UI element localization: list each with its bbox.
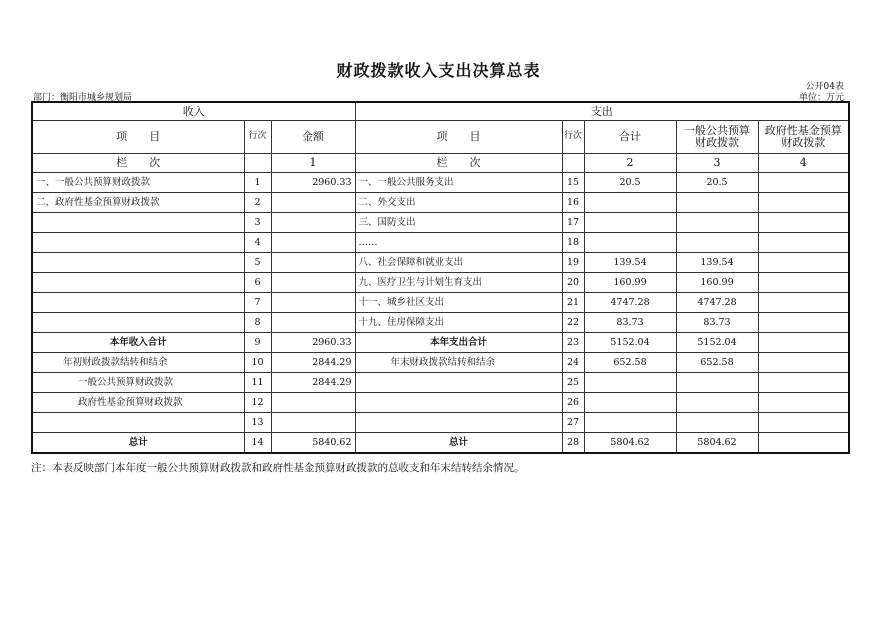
expense-item: 八、社会保障和就业支出 — [355, 253, 562, 273]
expense-total: 5152.04 — [584, 333, 676, 353]
income-item — [32, 273, 244, 293]
expense-item: …… — [355, 233, 562, 253]
income-section-header: 收入 — [32, 102, 355, 121]
income-line-no: 7 — [244, 293, 271, 313]
expense-gov-fund — [758, 373, 849, 393]
income-item: 二、政府性基金预算财政拨款 — [32, 193, 244, 213]
income-line-no: 3 — [244, 213, 271, 233]
table-row — [32, 313, 849, 333]
table-row — [32, 213, 849, 233]
income-item — [32, 253, 244, 273]
expense-item: 年末财政拨款结转和结余 — [355, 353, 562, 373]
department-label: 部门：衡阳市城乡规划局 — [33, 93, 133, 103]
table-row — [32, 353, 849, 373]
expense-line-no: 16 — [562, 193, 584, 213]
expense-general-budget — [676, 213, 758, 233]
expense-item: 二、外交支出 — [355, 193, 562, 213]
table-row — [32, 413, 849, 433]
income-amount-header: 金额 — [271, 121, 355, 154]
expense-general-budget: 160.99 — [676, 273, 758, 293]
column-number-4: 4 — [758, 154, 849, 173]
income-amount — [271, 193, 355, 213]
expense-gov-fund — [758, 293, 849, 313]
expense-total — [584, 233, 676, 253]
expense-general-budget — [676, 193, 758, 213]
income-lineno-header: 行次 — [244, 121, 271, 154]
table-row — [32, 433, 849, 454]
income-amount: 2960.33 — [271, 173, 355, 193]
income-amount — [271, 313, 355, 333]
table-row — [32, 333, 849, 353]
expense-item: 九、医疗卫生与计划生育支出 — [355, 273, 562, 293]
expense-total: 139.54 — [584, 253, 676, 273]
expense-line-no: 26 — [562, 393, 584, 413]
income-line-no: 4 — [244, 233, 271, 253]
expense-item — [355, 393, 562, 413]
expense-total: 160.99 — [584, 273, 676, 293]
expense-gov-fund — [758, 173, 849, 193]
income-item: 一、一般公共预算财政拨款 — [32, 173, 244, 193]
expense-line-no: 17 — [562, 213, 584, 233]
expense-general-budget: 139.54 — [676, 253, 758, 273]
expense-lineno-header: 行次 — [562, 121, 584, 154]
table-row — [32, 253, 849, 273]
expense-total: 4747.28 — [584, 293, 676, 313]
expense-total — [584, 413, 676, 433]
expense-item — [355, 413, 562, 433]
income-item — [32, 413, 244, 433]
expense-general-budget — [676, 413, 758, 433]
expense-general-budget: 5152.04 — [676, 333, 758, 353]
expense-item: 三、国防支出 — [355, 213, 562, 233]
expense-column-label: 栏 次 — [355, 154, 562, 173]
expense-total — [584, 213, 676, 233]
column-number-3: 3 — [676, 154, 758, 173]
expense-general-budget — [676, 233, 758, 253]
table-row — [32, 173, 849, 193]
expense-total — [584, 373, 676, 393]
expense-section-header: 支出 — [355, 102, 849, 121]
table-row — [32, 393, 849, 413]
expense-total — [584, 393, 676, 413]
income-line-no: 12 — [244, 393, 271, 413]
expense-general-budget: 83.73 — [676, 313, 758, 333]
expense-total: 20.5 — [584, 173, 676, 193]
expense-line-no: 19 — [562, 253, 584, 273]
column-number-2: 2 — [584, 154, 676, 173]
expense-item — [355, 373, 562, 393]
table-row — [32, 193, 849, 213]
expense-total — [584, 193, 676, 213]
income-amount: 2844.29 — [271, 373, 355, 393]
expense-line-no: 18 — [562, 233, 584, 253]
table-row — [32, 293, 849, 313]
expense-general-budget — [676, 393, 758, 413]
expense-item: 总计 — [355, 433, 562, 454]
page-title: 财政拨款收入支出决算总表 — [336, 61, 541, 80]
empty-cell — [562, 154, 584, 173]
income-item-header: 项 目 — [32, 121, 244, 154]
income-amount — [271, 273, 355, 293]
income-amount — [271, 293, 355, 313]
income-amount — [271, 393, 355, 413]
general-budget-header: 一般公共预算财政拨款 — [676, 121, 758, 154]
expense-line-no: 15 — [562, 173, 584, 193]
fiscal-summary-table — [31, 101, 850, 454]
table-row — [32, 273, 849, 293]
income-line-no: 6 — [244, 273, 271, 293]
income-amount: 5840.62 — [271, 433, 355, 454]
expense-item: 十九、住房保障支出 — [355, 313, 562, 333]
income-item — [32, 233, 244, 253]
income-line-no: 1 — [244, 173, 271, 193]
expense-total: 5804.62 — [584, 433, 676, 454]
income-line-no: 14 — [244, 433, 271, 454]
column-number-1: 1 — [271, 154, 355, 173]
expense-item: 本年支出合计 — [355, 333, 562, 353]
expense-line-no: 27 — [562, 413, 584, 433]
gov-fund-header: 政府性基金预算财政拨款 — [758, 121, 849, 154]
expense-general-budget — [676, 373, 758, 393]
expense-gov-fund — [758, 273, 849, 293]
income-item — [32, 313, 244, 333]
income-item: 总计 — [32, 433, 244, 454]
income-item — [32, 213, 244, 233]
footnote: 注：本表反映部门本年度一般公共预算财政拨款和政府性基金预算财政拨款的总收支和年末结转结余情况。 — [31, 462, 525, 474]
income-line-no: 2 — [244, 193, 271, 213]
income-line-no: 9 — [244, 333, 271, 353]
expense-general-budget: 20.5 — [676, 173, 758, 193]
form-number: 公开04表 — [805, 82, 844, 92]
expense-general-budget: 4747.28 — [676, 293, 758, 313]
expense-line-no: 28 — [562, 433, 584, 454]
expense-total: 83.73 — [584, 313, 676, 333]
income-amount — [271, 233, 355, 253]
expense-gov-fund — [758, 193, 849, 213]
expense-item: 一、一般公共服务支出 — [355, 173, 562, 193]
income-item: 一般公共预算财政拨款 — [32, 373, 244, 393]
unit-label: 单位：万元 — [798, 93, 844, 103]
expense-gov-fund — [758, 413, 849, 433]
expense-gov-fund — [758, 313, 849, 333]
income-amount — [271, 253, 355, 273]
income-amount — [271, 413, 355, 433]
income-line-no: 13 — [244, 413, 271, 433]
income-line-no: 5 — [244, 253, 271, 273]
income-line-no: 10 — [244, 353, 271, 373]
expense-total-header: 合计 — [584, 121, 676, 154]
expense-gov-fund — [758, 353, 849, 373]
income-item: 政府性基金预算财政拨款 — [32, 393, 244, 413]
expense-line-no: 24 — [562, 353, 584, 373]
expense-general-budget: 652.58 — [676, 353, 758, 373]
expense-gov-fund — [758, 393, 849, 413]
empty-cell — [244, 154, 271, 173]
expense-general-budget: 5804.62 — [676, 433, 758, 454]
expense-line-no: 25 — [562, 373, 584, 393]
expense-total: 652.58 — [584, 353, 676, 373]
expense-line-no: 21 — [562, 293, 584, 313]
expense-gov-fund — [758, 233, 849, 253]
income-amount — [271, 213, 355, 233]
expense-line-no: 22 — [562, 313, 584, 333]
income-item — [32, 293, 244, 313]
income-line-no: 11 — [244, 373, 271, 393]
income-amount: 2960.33 — [271, 333, 355, 353]
income-column-label: 栏 次 — [32, 154, 244, 173]
expense-line-no: 23 — [562, 333, 584, 353]
expense-item: 十一、城乡社区支出 — [355, 293, 562, 313]
expense-gov-fund — [758, 333, 849, 353]
income-item: 年初财政拨款结转和结余 — [32, 353, 244, 373]
expense-line-no: 20 — [562, 273, 584, 293]
table-row — [32, 373, 849, 393]
table-row — [32, 233, 849, 253]
income-line-no: 8 — [244, 313, 271, 333]
expense-gov-fund — [758, 433, 849, 454]
income-amount: 2844.29 — [271, 353, 355, 373]
expense-gov-fund — [758, 213, 849, 233]
expense-gov-fund — [758, 253, 849, 273]
income-item: 本年收入合计 — [32, 333, 244, 353]
expense-item-header: 项 目 — [355, 121, 562, 154]
